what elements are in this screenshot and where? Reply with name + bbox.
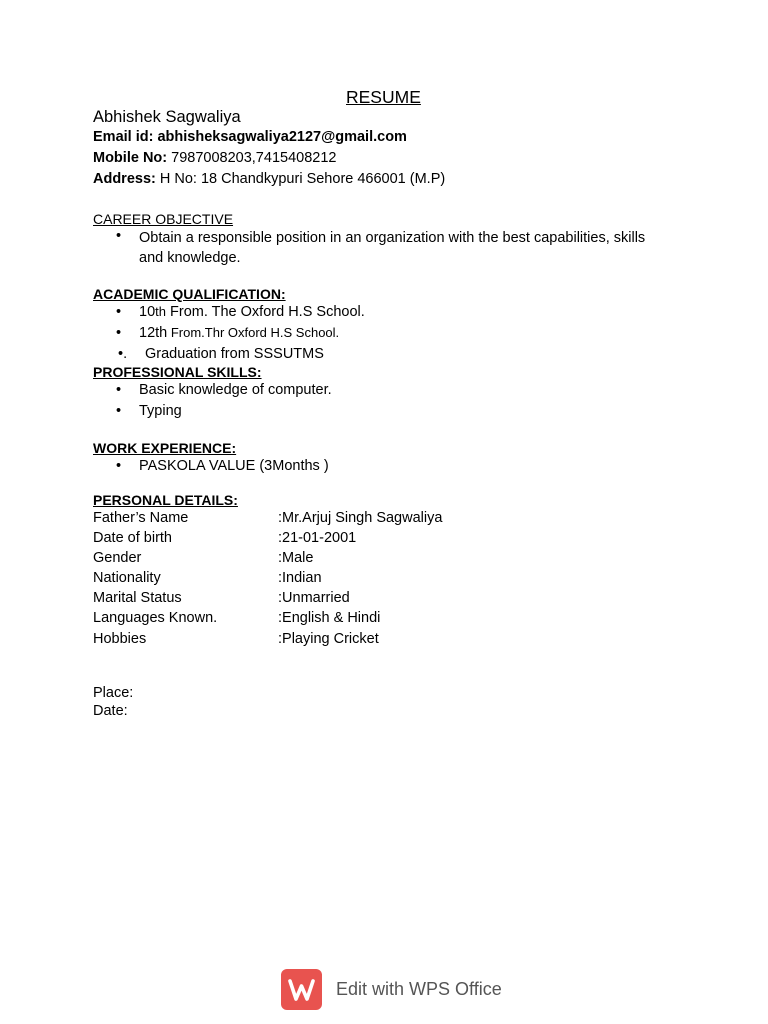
list-item <box>116 304 365 320</box>
bullet-icon: • <box>116 228 122 244</box>
personal-row <box>93 530 356 546</box>
wps-logo-icon <box>281 969 322 1010</box>
address-value: H No: 18 Chandkypuri Sehore 466001 (M.P) <box>159 171 446 187</box>
date-label: Date: <box>93 703 128 719</box>
academic-heading: ACADEMIC QUALIFICATION: <box>93 286 286 302</box>
personal-heading: PERSONAL DETAILS: <box>93 492 238 508</box>
list-item <box>116 458 329 474</box>
list-item <box>118 346 324 362</box>
personal-value: :Mr.Arjuj Singh Sagwaliya <box>278 510 443 526</box>
personal-row <box>93 570 322 586</box>
email-label: Email id: <box>93 129 154 145</box>
personal-value: :Playing Cricket <box>278 631 379 647</box>
personal-row <box>93 590 350 606</box>
professional-heading: PROFESSIONAL SKILLS: <box>93 364 262 380</box>
email-line <box>93 129 407 145</box>
work-item: PASKOLA VALUE (3Months ) <box>139 458 329 474</box>
bullet-icon: • <box>116 403 122 419</box>
academic-item-sup: th <box>155 304 166 319</box>
list-item <box>116 325 339 341</box>
personal-row <box>93 610 380 626</box>
personal-value: :Indian <box>278 570 322 586</box>
list-item <box>116 403 182 419</box>
personal-row <box>93 631 379 647</box>
personal-label: Languages Known. <box>93 610 218 626</box>
email-value: abhisheksagwaliya2127@gmail.com <box>157 129 407 145</box>
bullet-icon: • <box>116 325 122 341</box>
bullet-icon: •. <box>118 346 128 362</box>
personal-row <box>93 510 442 526</box>
academic-item-prefix: 10 <box>139 304 156 320</box>
personal-label: Gender <box>93 550 142 566</box>
resume-title: RESUME <box>346 87 421 107</box>
bullet-icon: • <box>116 458 122 474</box>
bullet-icon: • <box>116 382 122 398</box>
career-objective-heading: CAREER OBJECTIVE <box>93 211 234 227</box>
address-line <box>93 171 445 187</box>
mobile-value: 7987008203,7415408212 <box>171 150 337 166</box>
place-label: Place: <box>93 685 134 701</box>
wps-watermark-text: Edit with WPS Office <box>336 978 502 999</box>
work-heading: WORK EXPERIENCE: <box>93 440 237 456</box>
list-item <box>116 382 332 398</box>
academic-item-rest: From.Thr Oxford H.S School. <box>167 325 340 340</box>
personal-value: :Male <box>278 550 314 566</box>
personal-row <box>93 550 313 566</box>
bullet-icon: • <box>116 304 122 320</box>
career-objective-text: Obtain a responsible position in an organization with the best capabilities, skills and knowledge. <box>139 230 646 266</box>
applicant-name: Abhishek Sagwaliya <box>93 108 241 126</box>
academic-item-prefix: Graduation from SSSUTMS <box>145 346 324 362</box>
mobile-line <box>93 150 336 166</box>
academic-item-rest: From. The Oxford H.S School. <box>165 304 365 320</box>
academic-item-prefix: 12th <box>139 325 168 341</box>
personal-label: Hobbies <box>93 631 147 647</box>
address-label: Address: <box>93 171 156 187</box>
professional-item: Typing <box>139 403 182 419</box>
personal-label: Nationality <box>93 570 161 586</box>
personal-value: :English & Hindi <box>278 610 381 626</box>
personal-label: Marital Status <box>93 590 182 606</box>
list-item <box>116 228 656 268</box>
personal-label: Father’s Name <box>93 510 189 526</box>
mobile-label: Mobile No: <box>93 150 168 166</box>
personal-value: :21-01-2001 <box>278 530 357 546</box>
personal-label: Date of birth <box>93 530 172 546</box>
wps-watermark[interactable] <box>281 968 502 1010</box>
personal-value: :Unmarried <box>278 590 350 606</box>
professional-item: Basic knowledge of computer. <box>139 382 332 398</box>
